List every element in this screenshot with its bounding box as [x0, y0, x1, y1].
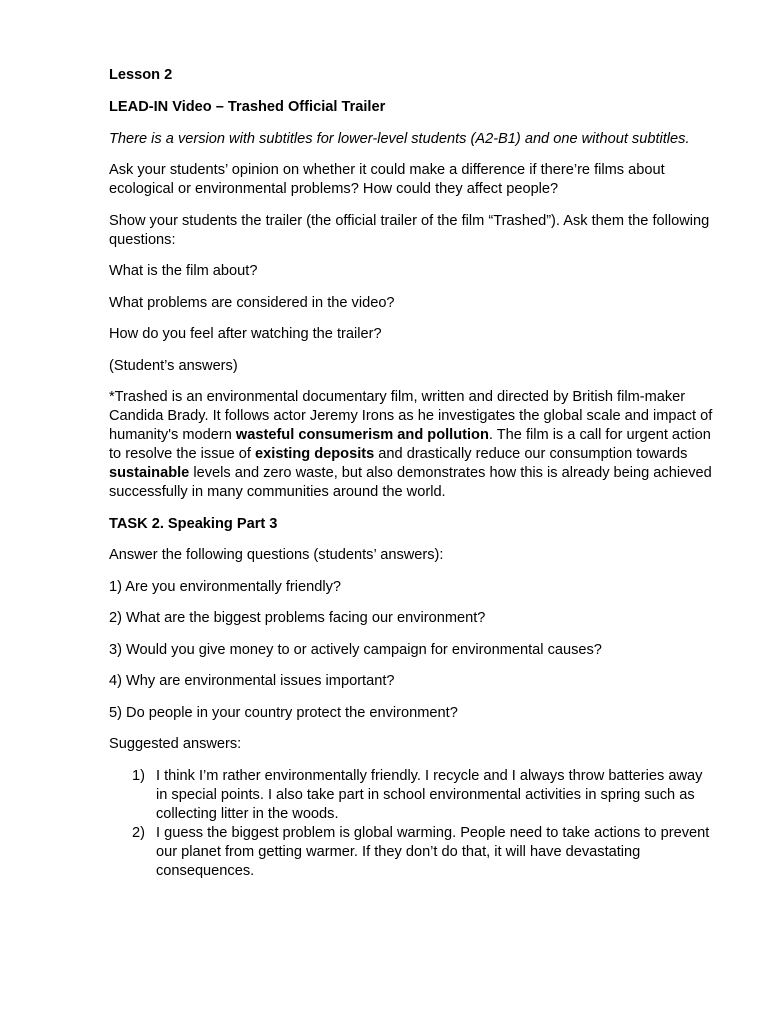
suggested-answers-heading: Suggested answers:: [109, 736, 242, 752]
task2-intro: Answer the following questions (students’ answers):: [109, 547, 444, 563]
document-page: [109, 66, 714, 881]
student-answers-note: (Student’s answers): [109, 357, 238, 374]
trailer-question: What problems are considered in the video?: [109, 294, 395, 311]
trashed-info-paragraph: [109, 388, 714, 502]
trashed-info-bold: sustainable: [109, 465, 190, 481]
opinion-prompt: Ask your students’ opinion on whether it could make a difference if there’re films about ecological or environmental problems? How could they affect people?: [109, 162, 665, 197]
leadin-heading: LEAD-IN Video – Trashed Official Trailer: [109, 99, 386, 115]
show-trailer-instruction: Show your students the trailer (the official trailer of the film “Trashed”). Ask them the following questions:: [109, 212, 710, 248]
list-item-number: 2): [132, 824, 145, 841]
task2-question: 4) Why are environmental issues important?: [109, 673, 395, 689]
trashed-info-text: *Trashed is an environmental documentary film, written and directed by British film-maker Candida Brady. It follows actor Jeremy Irons as he investigates the global scale and impact of humanity's modern: [109, 389, 713, 443]
trashed-info-bold: existing deposits: [255, 446, 375, 462]
task2-heading: TASK 2. Speaking Part 3: [109, 515, 278, 532]
list-item: [109, 824, 714, 881]
trailer-question: What is the film about?: [109, 263, 258, 279]
list-item-number: 1): [132, 767, 145, 784]
list-item: [109, 767, 714, 824]
trashed-info-text: levels and zero waste, but also demonstrates how this is already being achieved successfully in many communities around the world.: [109, 465, 712, 500]
lesson-title: Lesson 2: [109, 67, 173, 83]
suggested-answers-list: [109, 767, 714, 881]
trashed-info-bold: wasteful consumerism and pollution: [235, 427, 489, 443]
list-item-text: I think I’m rather environmentally friendly. I recycle and I always throw batteries away in special points. I also take part in school environmental activities in spring such as collecting litter in the woods.: [156, 767, 703, 822]
trashed-info-text: and drastically reduce our consumption towards: [374, 446, 688, 462]
list-item-text: I guess the biggest problem is global warming. People need to take actions to prevent our planet from getting warmer. If they don’t do that, it will have devastating consequences.: [156, 824, 710, 879]
task2-question: 1) Are you environmentally friendly?: [109, 578, 341, 595]
trailer-question: How do you feel after watching the trailer?: [109, 326, 382, 342]
trashed-info-text: . The film is a call for urgent action to resolve the issue of: [109, 427, 711, 462]
task2-question: 3) Would you give money to or actively campaign for environmental causes?: [109, 641, 602, 658]
task2-question: 5) Do people in your country protect the environment?: [109, 704, 458, 721]
subtitle-note: There is a version with subtitles for lower-level students (A2-B1) and one without subtitles.: [109, 130, 690, 147]
task2-question: 2) What are the biggest problems facing our environment?: [109, 610, 486, 626]
